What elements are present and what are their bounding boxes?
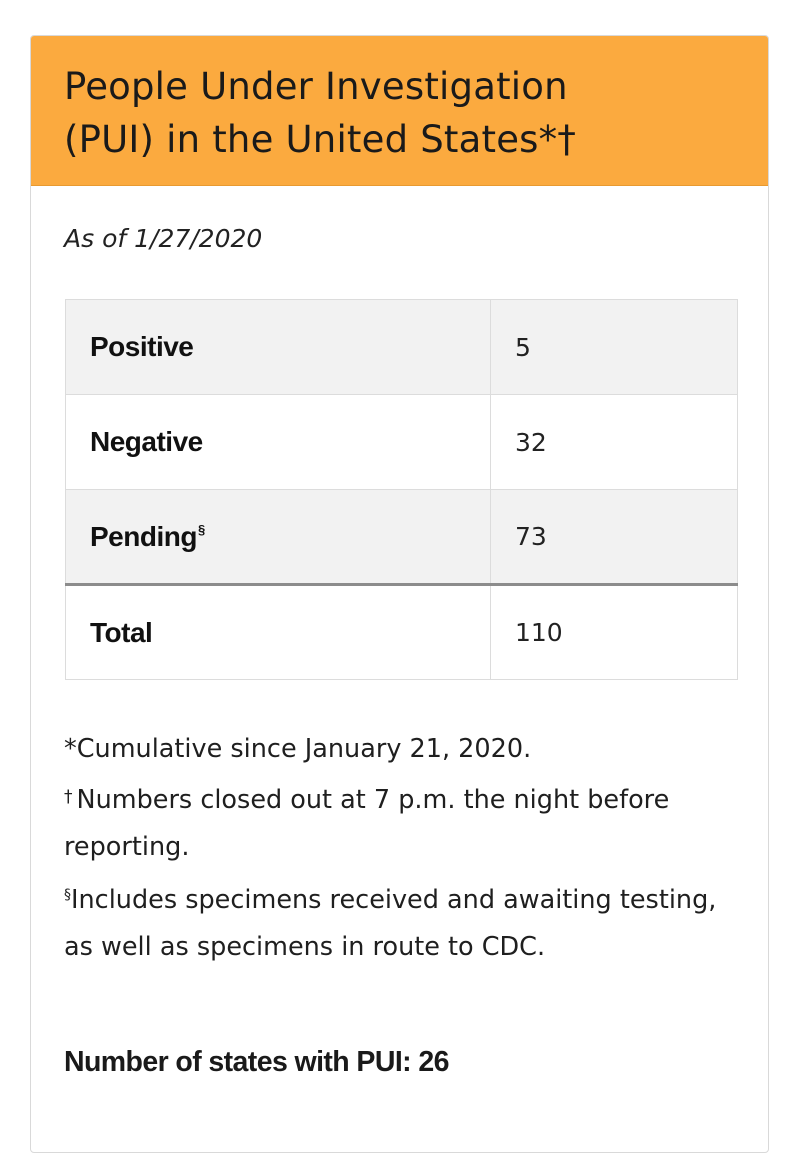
- table-row: [66, 490, 738, 585]
- row-label-text: Positive: [90, 331, 194, 362]
- card-title: [64, 60, 738, 166]
- card-title-line2: (PUI) in the United States*†: [64, 118, 577, 161]
- row-value: 73: [491, 490, 738, 585]
- section-symbol: §: [64, 886, 71, 903]
- footnote-dagger: [64, 774, 744, 872]
- card-title-line1: People Under Investigation: [64, 65, 568, 108]
- row-label-text: Negative: [90, 426, 203, 457]
- as-of-date: As of 1/27/2020: [64, 224, 263, 253]
- footnote-section-text: Includes specimens received and awaiting testing, as well as specimens in route to CDC.: [64, 884, 717, 962]
- footnote-dagger-text: Numbers closed out at 7 p.m. the night before reporting.: [64, 784, 670, 862]
- pui-card: [30, 35, 769, 1153]
- card-header: [31, 36, 768, 186]
- states-label: Number of states with PUI:: [64, 1046, 412, 1078]
- row-label-text: Pending: [90, 520, 197, 552]
- total-row: [66, 585, 738, 680]
- table-row: [66, 300, 738, 395]
- states-value: 26: [418, 1046, 449, 1078]
- states-count: [64, 1046, 449, 1079]
- row-label: [66, 300, 491, 395]
- dagger-symbol: †: [64, 786, 73, 807]
- footnote-cumulative: *Cumulative since January 21, 2020.: [64, 734, 532, 764]
- row-label: [66, 395, 491, 490]
- footnote-section: [64, 872, 744, 972]
- table-row: [66, 395, 738, 490]
- footnote-mark: §: [197, 521, 205, 537]
- total-label: Total: [66, 585, 491, 680]
- total-value: 110: [491, 585, 738, 680]
- row-value: 32: [491, 395, 738, 490]
- pui-table: [65, 299, 738, 680]
- row-label: [66, 490, 491, 585]
- row-value: 5: [491, 300, 738, 395]
- footnotes: [64, 726, 744, 972]
